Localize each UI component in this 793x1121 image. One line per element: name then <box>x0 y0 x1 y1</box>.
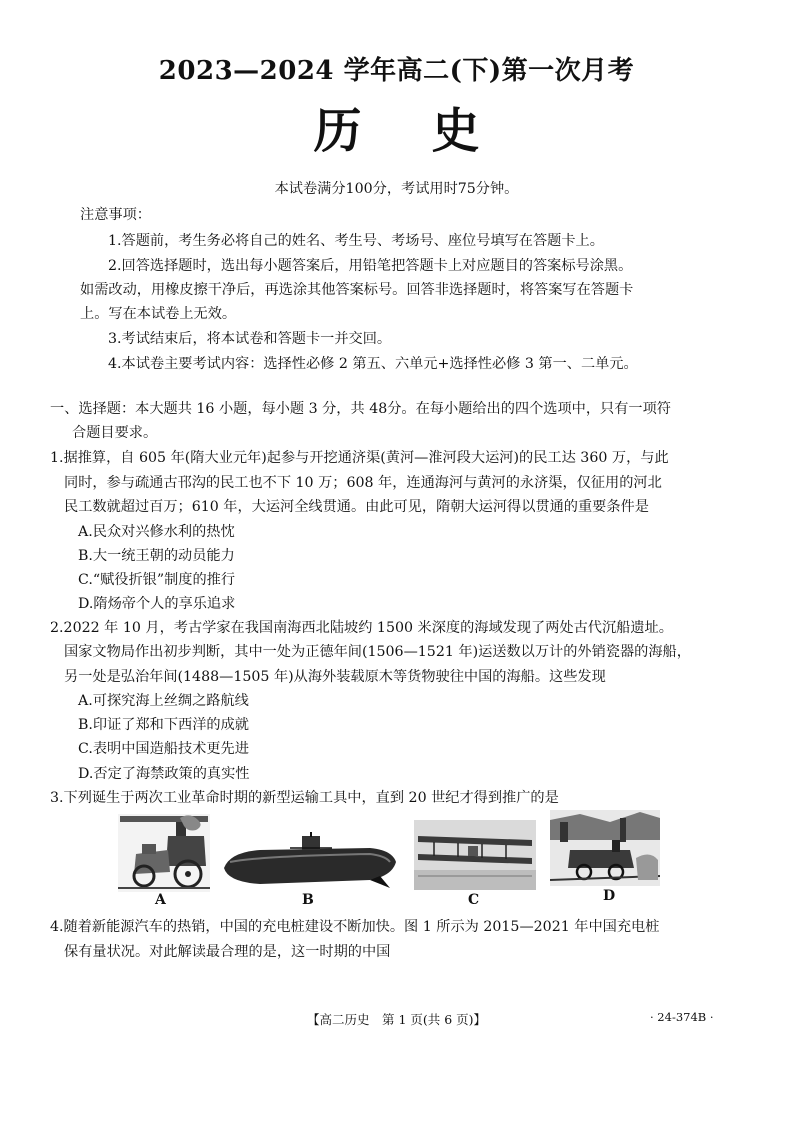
q2-stem-1: 2.2022 年 10 月，考古学家在我国南海西北陆坡约 1500 米深度的海域发现了两处古代沉船遗址。 <box>50 620 673 636</box>
q1-option-d: D.隋炀帝个人的享乐追求 <box>78 596 236 612</box>
page-footer: 【高二历史 第 1 页(共 6 页)】 <box>306 1012 487 1027</box>
paper-code: · 24-374B · <box>650 1010 714 1024</box>
airplane-image <box>414 820 536 890</box>
q2-option-c: C.表明中国造船技术更先进 <box>78 741 249 757</box>
q1-stem-1: 1.据推算，自 605 年(隋大业元年)起参与开挖通济渠(黄河—淮河段大运河)的民工达 360 万，与此 <box>50 450 669 466</box>
section-heading-cont: 合题目要求。 <box>72 425 158 441</box>
submarine-image <box>220 832 398 892</box>
q1-stem-3: 民工数就超过百万；610 年，大运河全线贯通。由此可见，隋朝大运河得以贯通的重要条件是 <box>64 499 649 515</box>
q3-label-b: B <box>302 892 314 908</box>
note-2-line-3: 上。写在本试卷上无效。 <box>80 306 237 322</box>
q1-option-b: B.大一统王朝的动员能力 <box>78 548 235 564</box>
note-4: 4.本试卷主要考试内容：选择性必修 2 第五、六单元+选择性必修 3 第一、二单元。 <box>108 356 638 372</box>
q3-label-c: C <box>468 892 480 908</box>
steam-road-vehicle-image <box>118 814 210 892</box>
q1-stem-2: 同时，参与疏通古邗沟的民工也不下 10 万；608 年，连通海河与黄河的永济渠，仅征用的河北 <box>64 475 662 491</box>
q2-option-d: D.否定了海禁政策的真实性 <box>78 766 250 782</box>
q2-option-b: B.印证了郑和下西洋的成就 <box>78 717 249 733</box>
exam-title: 2023—2024 学年高二(下)第一次月考 <box>158 56 635 86</box>
q4-stem-1: 4.随着新能源汽车的热销，中国的充电桩建设不断加快。图 1 所示为 2015—2021 年中国充电桩 <box>50 919 660 935</box>
q3-label-a: A <box>155 892 166 908</box>
note-1: 1.答题前，考生务必将自己的姓名、考生号、考场号、座位号填写在答题卡上。 <box>108 233 604 249</box>
note-2-line-2: 如需改动，用橡皮擦干净后，再选涂其他答案标号。回答非选择题时，将答案写在答题卡 <box>80 282 634 298</box>
q3-figures <box>0 810 793 906</box>
note-2-line-1: 2.回答选择题时，选出每小题答案后，用铅笔把答题卡上对应题目的答案标号涂黑。 <box>108 258 633 274</box>
q4-stem-2: 保有量状况。对此解读最合理的是，这一时期的中国 <box>64 944 391 960</box>
notes-title: 注意事项： <box>80 207 151 223</box>
q1-option-a: A.民众对兴修水利的热忱 <box>78 524 235 540</box>
section-heading: 一、选择题：本大题共 16 小题，每小题 3 分，共 48分。在每小题给出的四个选项中，只有一项符 <box>50 401 671 417</box>
note-3: 3.考试结束后，将本试卷和答题卡一并交回。 <box>108 331 392 347</box>
score-line: 本试卷满分100分，考试用时75分钟。 <box>274 181 519 197</box>
q3-label-d: D <box>603 888 616 904</box>
q2-stem-2: 国家文物局作出初步判断，其中一处为正德年间(1506—1521 年)运送数以万计的外销瓷器的海船， <box>64 644 691 660</box>
q3-stem: 3.下列诞生于两次工业革命时期的新型运输工具中，直到 20 世纪才得到推广的是 <box>50 790 559 806</box>
q2-option-a: A.可探究海上丝绸之路航线 <box>78 693 249 709</box>
subject-title: 历史 <box>313 103 550 159</box>
q2-stem-3: 另一处是弘治年间(1488—1505 年)从海外装载原木等货物驶往中国的海船。这些发现 <box>64 669 606 685</box>
q1-option-c: C.“赋役折银”制度的推行 <box>78 572 236 588</box>
locomotive-image <box>550 810 660 886</box>
